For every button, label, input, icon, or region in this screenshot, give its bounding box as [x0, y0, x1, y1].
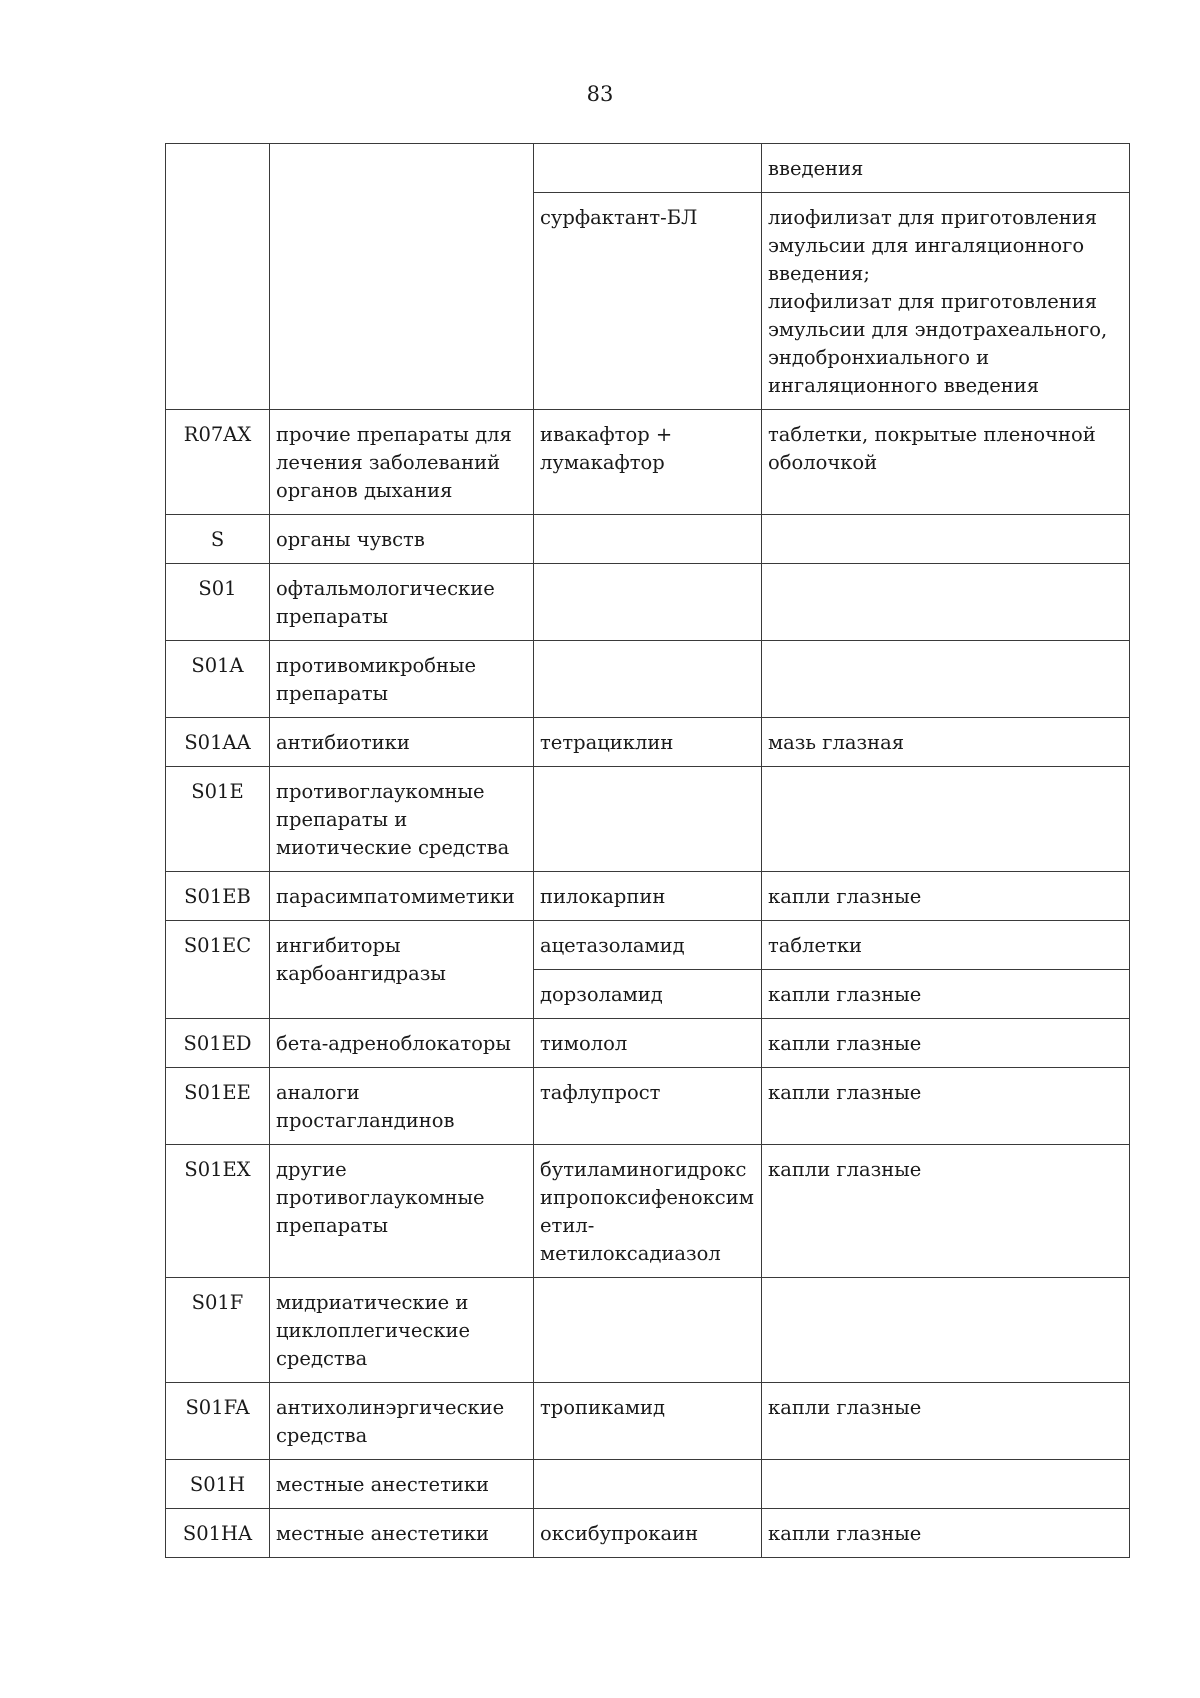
- table-row: [166, 564, 1130, 641]
- drug-name-cell: [534, 1145, 762, 1278]
- group-text-line: местные анестетики: [276, 1473, 490, 1496]
- dosage-form-line: капли глазные: [768, 1396, 922, 1419]
- drug-name-line: пилокарпин: [540, 885, 666, 908]
- dosage-form-cell: [762, 1278, 1130, 1383]
- atc-code-cell: S: [166, 515, 270, 564]
- atc-code-cell: S01E: [166, 767, 270, 872]
- dosage-form-cell: [762, 515, 1130, 564]
- anatomical-group-cell: [270, 872, 534, 921]
- dosage-form-cell: [762, 1145, 1130, 1278]
- anatomical-group-cell: [270, 515, 534, 564]
- drug-name-line: бутиламиногидрокс: [540, 1158, 747, 1181]
- atc-code-cell: S01EC: [166, 921, 270, 1019]
- drug-name-line: тафлупрост: [540, 1081, 661, 1104]
- atc-code-cell: S01HA: [166, 1509, 270, 1558]
- group-text-line: другие: [276, 1158, 347, 1181]
- anatomical-group-cell: [270, 1068, 534, 1145]
- drug-name-line: дорзоламид: [540, 983, 663, 1006]
- drug-name-line: тимолол: [540, 1032, 628, 1055]
- atc-code-cell: S01EE: [166, 1068, 270, 1145]
- table-body: [166, 144, 1130, 1558]
- drug-name-cell: [534, 872, 762, 921]
- table-row: [166, 1019, 1130, 1068]
- anatomical-group-cell: [270, 1278, 534, 1383]
- dosage-form-line: капли глазные: [768, 1158, 922, 1181]
- atc-code-cell: S01: [166, 564, 270, 641]
- atc-code-cell: S01FA: [166, 1383, 270, 1460]
- group-text-line: антихолинэргические: [276, 1396, 505, 1419]
- drug-name-line: етил-: [540, 1214, 595, 1237]
- dosage-form-cell: [762, 767, 1130, 872]
- drug-name-line: тетрациклин: [540, 731, 674, 754]
- drug-name-cell: [534, 410, 762, 515]
- drug-name-cell: [534, 921, 762, 970]
- group-text-line: карбоангидразы: [276, 962, 446, 985]
- drug-name-cell: [534, 1383, 762, 1460]
- dosage-form-cell: [762, 193, 1130, 410]
- table-row: [166, 872, 1130, 921]
- dosage-form-line: лиофилизат для приготовления: [768, 206, 1098, 229]
- group-text-line: средства: [276, 1424, 368, 1447]
- anatomical-group-cell: [270, 144, 534, 410]
- anatomical-group-cell: [270, 641, 534, 718]
- table-row: [166, 1145, 1130, 1278]
- group-text-line: противомикробные: [276, 654, 477, 677]
- group-text-line: мидриатические и: [276, 1291, 469, 1314]
- dosage-form-line: капли глазные: [768, 1522, 922, 1545]
- dosage-form-cell: [762, 970, 1130, 1019]
- drug-name-line: ацетазоламид: [540, 934, 685, 957]
- group-text-line: препараты и: [276, 808, 408, 831]
- atc-code-cell: S01EX: [166, 1145, 270, 1278]
- anatomical-group-cell: [270, 718, 534, 767]
- table-row: [166, 1278, 1130, 1383]
- dosage-form-line: эндобронхиального и: [768, 346, 990, 369]
- dosage-form-line: капли глазные: [768, 1081, 922, 1104]
- drug-name-cell: [534, 193, 762, 410]
- group-text-line: аналоги: [276, 1081, 360, 1104]
- group-text-line: парасимпатомиметики: [276, 885, 515, 908]
- anatomical-group-cell: [270, 1509, 534, 1558]
- drug-name-line: метилоксадиазол: [540, 1242, 721, 1265]
- group-text-line: противоглаукомные: [276, 780, 485, 803]
- dosage-form-line: введения: [768, 157, 864, 180]
- dosage-form-cell: [762, 641, 1130, 718]
- dosage-form-line: оболочкой: [768, 451, 878, 474]
- group-text-line: бета-адреноблокаторы: [276, 1032, 511, 1055]
- dosage-form-cell: [762, 1019, 1130, 1068]
- dosage-form-line: ингаляционного введения: [768, 374, 1040, 397]
- drug-name-line: тропикамид: [540, 1396, 665, 1419]
- group-text-line: местные анестетики: [276, 1522, 490, 1545]
- dosage-form-cell: [762, 1068, 1130, 1145]
- dosage-form-line: эмульсии для эндотрахеального,: [768, 318, 1108, 341]
- drug-name-cell: [534, 970, 762, 1019]
- group-text-line: препараты: [276, 1214, 389, 1237]
- group-text-line: органы чувств: [276, 528, 425, 551]
- atc-drug-table: [165, 143, 1130, 1558]
- drug-name-cell: [534, 515, 762, 564]
- table-row: [166, 410, 1130, 515]
- drug-name-line: оксибупрокаин: [540, 1522, 699, 1545]
- atc-code-cell: [166, 144, 270, 410]
- drug-name-line: ивакафтор +: [540, 423, 673, 446]
- group-text-line: органов дыхания: [276, 479, 453, 502]
- table-row: [166, 641, 1130, 718]
- dosage-form-cell: [762, 718, 1130, 767]
- group-text-line: офтальмологические: [276, 577, 495, 600]
- page-number: 83: [586, 82, 614, 106]
- table-row: [166, 1383, 1130, 1460]
- drug-name-cell: [534, 1460, 762, 1509]
- drug-name-cell: [534, 767, 762, 872]
- table-row: [166, 921, 1130, 970]
- group-text-line: прочие препараты для: [276, 423, 512, 446]
- group-text-line: препараты: [276, 682, 389, 705]
- dosage-form-line: таблетки, покрытые пленочной: [768, 423, 1096, 446]
- dosage-form-cell: [762, 410, 1130, 515]
- atc-code-cell: S01ED: [166, 1019, 270, 1068]
- dosage-form-cell: [762, 921, 1130, 970]
- drug-name-cell: [534, 144, 762, 193]
- group-text-line: лечения заболеваний: [276, 451, 501, 474]
- table-row: [166, 1460, 1130, 1509]
- table-row: [166, 144, 1130, 193]
- drug-name-cell: [534, 641, 762, 718]
- table-row: [166, 515, 1130, 564]
- dosage-form-line: введения;: [768, 262, 870, 285]
- atc-code-cell: S01H: [166, 1460, 270, 1509]
- dosage-form-line: таблетки: [768, 934, 863, 957]
- group-text-line: противоглаукомные: [276, 1186, 485, 1209]
- dosage-form-line: капли глазные: [768, 885, 922, 908]
- group-text-line: антибиотики: [276, 731, 410, 754]
- dosage-form-line: капли глазные: [768, 983, 922, 1006]
- anatomical-group-cell: [270, 767, 534, 872]
- dosage-form-line: эмульсии для ингаляционного: [768, 234, 1085, 257]
- drug-name-cell: [534, 1509, 762, 1558]
- drug-name-cell: [534, 1019, 762, 1068]
- table-row: [166, 1068, 1130, 1145]
- anatomical-group-cell: [270, 410, 534, 515]
- drug-name-line: ипропоксифеноксим: [540, 1186, 754, 1209]
- atc-code-cell: S01EB: [166, 872, 270, 921]
- dosage-form-cell: [762, 872, 1130, 921]
- anatomical-group-cell: [270, 1145, 534, 1278]
- dosage-form-cell: [762, 1383, 1130, 1460]
- dosage-form-line: мазь глазная: [768, 731, 905, 754]
- anatomical-group-cell: [270, 1383, 534, 1460]
- anatomical-group-cell: [270, 921, 534, 1019]
- group-text-line: средства: [276, 1347, 368, 1370]
- group-text-line: циклоплегические: [276, 1319, 471, 1342]
- table-row: [166, 718, 1130, 767]
- dosage-form-cell: [762, 564, 1130, 641]
- anatomical-group-cell: [270, 1460, 534, 1509]
- atc-code-cell: S01AA: [166, 718, 270, 767]
- atc-code-cell: R07AX: [166, 410, 270, 515]
- drug-name-cell: [534, 1278, 762, 1383]
- group-text-line: ингибиторы: [276, 934, 401, 957]
- anatomical-group-cell: [270, 1019, 534, 1068]
- group-text-line: простагландинов: [276, 1109, 455, 1132]
- dosage-form-cell: [762, 1460, 1130, 1509]
- dosage-form-cell: [762, 1509, 1130, 1558]
- drug-name-line: лумакафтор: [540, 451, 665, 474]
- group-text-line: препараты: [276, 605, 389, 628]
- table-row: [166, 1509, 1130, 1558]
- atc-code-cell: S01F: [166, 1278, 270, 1383]
- group-text-line: миотические средства: [276, 836, 510, 859]
- drug-name-cell: [534, 718, 762, 767]
- drug-name-cell: [534, 564, 762, 641]
- table-row: [166, 767, 1130, 872]
- dosage-form-cell: [762, 144, 1130, 193]
- drug-name-line: сурфактант-БЛ: [540, 206, 698, 229]
- drug-name-cell: [534, 1068, 762, 1145]
- atc-code-cell: S01A: [166, 641, 270, 718]
- dosage-form-line: капли глазные: [768, 1032, 922, 1055]
- dosage-form-line: лиофилизат для приготовления: [768, 290, 1098, 313]
- anatomical-group-cell: [270, 564, 534, 641]
